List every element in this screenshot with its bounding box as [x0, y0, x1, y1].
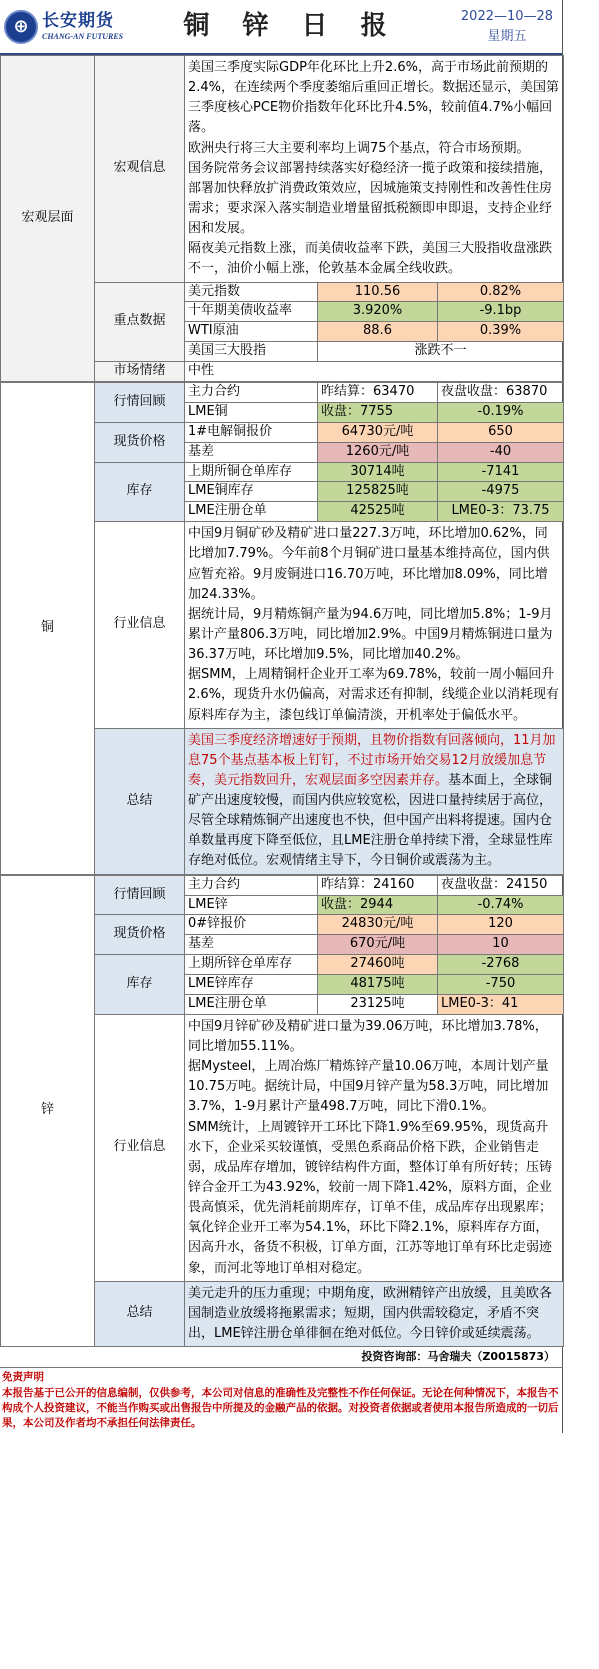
copper-inv-change: -4975	[438, 482, 564, 502]
macro-info-p3: 国务院常务会议部署持续落实好稳经济一揽子政策和接续措施，部署加快释放扩消费政策效应，因城施策支持刚性和改善性住房需求；要求深入落实制造业增量留抵税额即申即退，支持企业纾困和发展。	[188, 160, 553, 237]
zinc-main-contract: 主力合约	[185, 875, 318, 895]
logo-emblem-icon: ⊕	[4, 10, 38, 44]
copper-inv-value: 30714吨	[318, 462, 438, 482]
zinc-lme-close: 收盘：2944	[318, 895, 438, 915]
zinc-summary-text: 美元走升的压力重现；中期角度，欧洲精锌产出放缓，且美欧各国制造业放缓将拖累需求；短期，国内供需较稳定，矛盾不突出，LME锌注册仓单徘徊在绝对低位。今日锌价或延续震荡。	[185, 1281, 564, 1346]
copper-section-label: 铜	[1, 383, 95, 875]
zinc-basis-change: 10	[438, 935, 564, 955]
key-row-name: 十年期美债收益率	[185, 302, 318, 322]
copper-table	[0, 382, 564, 875]
zinc-lme-name: LME锌	[185, 895, 318, 915]
zinc-night-close: 夜盘收盘：24150	[438, 875, 564, 895]
copper-inv-change: -7141	[438, 462, 564, 482]
copper-summary-text	[185, 728, 564, 874]
macro-info-p2: 欧洲央行将三大主要利率均上调75个基点，符合市场预期。	[188, 140, 530, 156]
copper-inv-name: LME注册仓单	[185, 502, 318, 522]
report-weekday: 星期五	[487, 28, 527, 44]
company-logo	[0, 0, 130, 54]
zinc-inv-change: -750	[438, 975, 564, 995]
zinc-basis-value: 670元/吨	[318, 935, 438, 955]
copper-inv-value: 125825吨	[318, 482, 438, 502]
macro-key-label: 重点数据	[95, 282, 185, 362]
copper-industry-text	[185, 522, 564, 728]
key-row-change: 0.39%	[438, 322, 564, 342]
key-row-value: 88.6	[318, 322, 438, 342]
copper-basis-change: -40	[438, 442, 564, 462]
zinc-review-label: 行情回顾	[95, 875, 185, 915]
macro-info-p1: 美国三季度实际GDP年化环比上升2.6%，高于市场此前预期的2.4%，在连续两个季度萎缩后重回正增长。数据还显示，美国第三季度核心PCE物价指数年化环比升4.5%，较前值4.7%小幅回落。	[188, 60, 560, 136]
zinc-table	[0, 875, 564, 1347]
disclaimer	[0, 1368, 563, 1433]
zinc-inv-label: 库存	[95, 955, 185, 1015]
copper-inv-change: LME0-3：73.75	[438, 502, 564, 522]
copper-industry-p2: 据统计局，9月精炼铜产量为94.6万吨，同比增加5.8%；1-9月累计产量806.3万吨，同比增加2.9%。中国9月精炼铜进口量为36.37万吨，环比增加9.5%，同比增加40.2%。	[188, 606, 553, 663]
copper-basis-name: 基差	[185, 442, 318, 462]
zinc-industry-label: 行业信息	[95, 1014, 185, 1281]
macro-info-text	[185, 56, 564, 283]
copper-night-close: 夜盘收盘：63870	[438, 383, 564, 403]
zinc-inv-name: LME注册仓单	[185, 994, 318, 1014]
macro-sentiment-value: 中性	[185, 362, 564, 382]
zinc-inv-value: 23125吨	[318, 994, 438, 1014]
copper-spot-name: 1#电解铜报价	[185, 422, 318, 442]
zinc-inv-change: LME0-3：41	[438, 994, 564, 1014]
macro-section-label: 宏观层面	[1, 56, 95, 382]
copper-lme-change: -0.19%	[438, 402, 564, 422]
copper-inv-value: 42525吨	[318, 502, 438, 522]
key-row-name: 美元指数	[185, 282, 318, 302]
macro-info-label: 宏观信息	[95, 56, 185, 283]
macro-info-p4: 隔夜美元指数上涨，而美债收益率下跌，美国三大股指收盘涨跌不一，油价小幅上涨，伦敦基本金属全线收跌。	[188, 241, 553, 277]
copper-summary-label: 总结	[95, 728, 185, 874]
zinc-spot-price: 24830元/吨	[318, 915, 438, 935]
zinc-prev-settle: 昨结算：24160	[318, 875, 438, 895]
zinc-industry-p3: SMM统计，上周镀锌开工环比下降1.9%至69.95%，现货高升水下，企业采买较谨慎，受黑色系商品价格下跌，企业销售走弱，成品库存增加，镀锌结构件方面，整体订单有所好转；压铸锌合金开工为43.92%，较前一周下降1.42%，原料方面，企业畏高慎采，优先消耗前期库存，订单不佳，成品库存出现累库；氧化锌企业开工率为54.1%，环比下降2.1%，原料库存方面，因高升水，备货不积极，订单方面，江苏等地订单有环比走弱迹象，而河北等地订单相对稳定。	[188, 1119, 553, 1276]
zinc-inv-change: -2768	[438, 955, 564, 975]
logo-cn-name: 长安期货	[42, 11, 114, 32]
zinc-spot-label: 现货价格	[95, 915, 185, 955]
copper-lme-close: 收盘：7755	[318, 402, 438, 422]
copper-spot-change: 650	[438, 422, 564, 442]
zinc-inv-name: LME锌库存	[185, 975, 318, 995]
key-row-change: 0.82%	[438, 282, 564, 302]
copper-industry-label: 行业信息	[95, 522, 185, 728]
report-title: 铜 锌 日 报	[183, 10, 399, 41]
key-row-value: 涨跌不一	[318, 342, 564, 362]
key-row-name: 美国三大股指	[185, 342, 318, 362]
copper-summary-fundamental: 基本面上，全球铜矿产出速度较慢，而国内供应较宽松，因进口量持续居于高位，尽管全球精炼铜产出速度也不快，但中国产出料将提速。国内仓单数量再度下降至低位，且LME注册仓单持续下滑，全球显性库存绝对低位。宏观情绪主导下，今日铜价或震荡为主。	[188, 772, 553, 869]
zinc-industry-p2: 据Mysteel，上周冶炼厂精炼锌产量10.06万吨，本周计划产量10.75万吨。据统计局，中国9月锌产量为58.3万吨，同比增加3.7%，1-9月累计产量498.7万吨，同比下滑0.1%。	[188, 1059, 549, 1115]
zinc-spot-name: 0#锌报价	[185, 915, 318, 935]
zinc-industry-p1: 中国9月锌矿砂及精矿进口量为39.06万吨，环比增加3.78%，同比增加55.11%。	[188, 1018, 548, 1054]
zinc-inv-value: 48175吨	[318, 975, 438, 995]
key-row-value: 110.56	[318, 282, 438, 302]
copper-main-contract: 主力合约	[185, 383, 318, 403]
macro-sentiment-label: 市场情绪	[95, 362, 185, 382]
copper-inv-name: LME铜库存	[185, 482, 318, 502]
copper-industry-p3: 据SMM，上周精铜杆企业开工率为69.78%，较前一周小幅回升2.6%，现货升水仍偏高，对需求还有抑制，线缆企业以消耗现有原料库存为主，漆包线订单偏清淡，开机率处于偏低水平。	[188, 667, 560, 723]
copper-inv-name: 上期所铜仓单库存	[185, 462, 318, 482]
copper-spot-price: 64730元/吨	[318, 422, 438, 442]
zinc-summary-label: 总结	[95, 1281, 185, 1346]
report-date-block	[452, 7, 562, 46]
copper-prev-settle: 昨结算：63470	[318, 383, 438, 403]
zinc-section-label: 锌	[1, 875, 95, 1346]
copper-basis-value: 1260元/吨	[318, 442, 438, 462]
zinc-lme-change: -0.74%	[438, 895, 564, 915]
key-row-change: -9.1bp	[438, 302, 564, 322]
disclaimer-text: 本报告基于已公开的信息编制，仅供参考，本公司对信息的准确性及完整性不作任何保证。无论在何种情况下，本报告不构成个人投资建议，不能当作购买或出售报告中所提及的金融产品的依据。对投资者依据或者使用本报告所造成的一切后果，本公司及作者均不承担任何法律责任。	[2, 1386, 559, 1430]
copper-spot-label: 现货价格	[95, 422, 185, 462]
zinc-basis-name: 基差	[185, 935, 318, 955]
macro-table	[0, 55, 564, 382]
analyst-line: 投资咨询部：马舍瑞夫（Z0015873）	[0, 1347, 563, 1368]
zinc-inv-name: 上期所锌仓单库存	[185, 955, 318, 975]
zinc-industry-text	[185, 1014, 564, 1281]
copper-inv-label: 库存	[95, 462, 185, 522]
zinc-inv-value: 27460吨	[318, 955, 438, 975]
copper-review-label: 行情回顾	[95, 383, 185, 423]
report-date: 2022—10—28	[460, 9, 554, 24]
key-row-value: 3.920%	[318, 302, 438, 322]
logo-en-name: CHANG-AN FUTURES	[42, 32, 124, 42]
copper-lme-name: LME铜	[185, 402, 318, 422]
disclaimer-title: 免责声明	[2, 1371, 44, 1384]
key-row-name: WTI原油	[185, 322, 318, 342]
zinc-spot-change: 120	[438, 915, 564, 935]
copper-summary-macro: 美国三季度经济增速好于预期，且物价指数有回落倾向，11月加息75个基点基本板上钉钉，不过市场开始交易12月放缓加息节奏，美元指数回升，宏观层面多空因素并存。	[188, 732, 556, 788]
report-header	[0, 0, 562, 55]
copper-industry-p1: 中国9月铜矿砂及精矿进口量227.3万吨，环比增加0.62%，同比增加7.79%。今年前8个月铜矿进口量基本维持高位，国内供应暂充裕。9月废铜进口16.70万吨，环比增加8.09%，同比增加24.33%。	[188, 526, 550, 602]
